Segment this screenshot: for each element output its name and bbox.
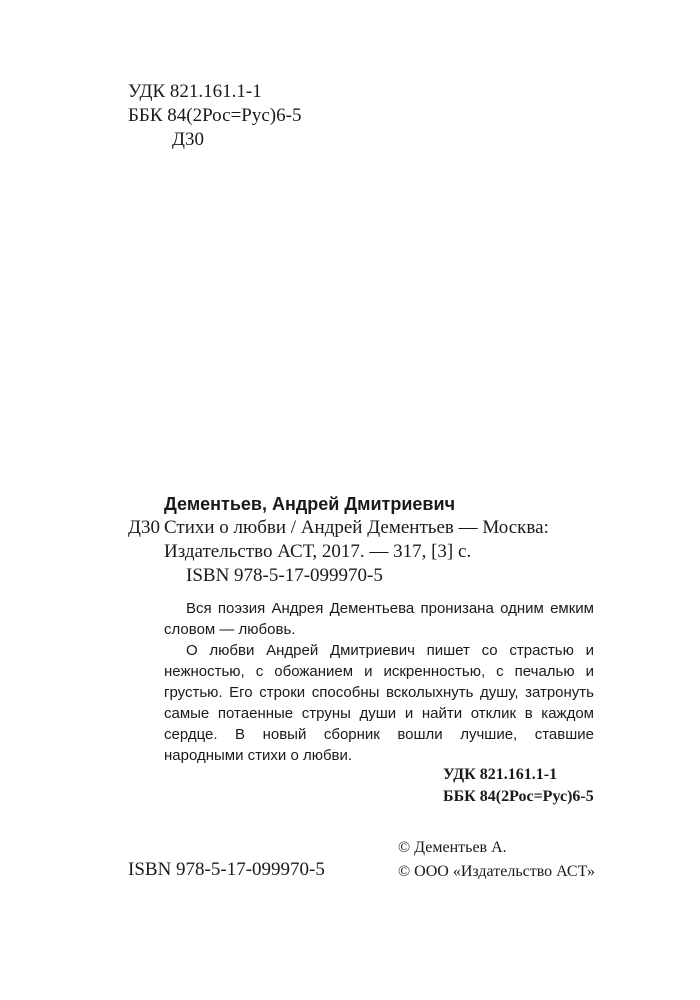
udk-code-bottom: УДК 821.161.1-1: [443, 766, 558, 783]
record-title-line-2: Издательство АСТ, 2017. — 317, [3] с.: [164, 541, 472, 562]
copyright-author: © Дементьев А.: [398, 839, 507, 856]
record-author-code: Д30: [128, 517, 160, 538]
record-title-line-1: Стихи о любви / Андрей Дементьев — Москва:: [164, 517, 549, 538]
udk-code-top: УДК 821.161.1-1: [128, 81, 262, 102]
author-code-top: Д30: [172, 129, 204, 150]
record-isbn: ISBN 978-5-17-099970-5: [186, 565, 383, 586]
footer-isbn: ISBN 978-5-17-099970-5: [128, 859, 325, 880]
copyright-publisher: © ООО «Издательство АСТ»: [398, 863, 595, 880]
bbk-code-bottom: ББК 84(2Рос=Рус)6-5: [443, 788, 594, 805]
annotation-paragraph-1: Вся поэзия Андрея Дементьева пронизана одним емким словом — любовь.: [164, 600, 594, 638]
annotation-paragraph-2: О любви Андрей Дмитриевич пишет со страстью и нежностью, с обожанием и искренностью, с печалью и грустью. Его строки способны всколыхнуть душу, затронуть самые потаенные струны души и найти отклик в каждом сердце. В новый сборник вошли лучшие, ставшие народными стихи о любви.: [164, 642, 594, 764]
record-author: Дементьев, Андрей Дмитриевич: [164, 494, 456, 514]
bbk-code-top: ББК 84(2Рос=Рус)6-5: [128, 105, 302, 126]
